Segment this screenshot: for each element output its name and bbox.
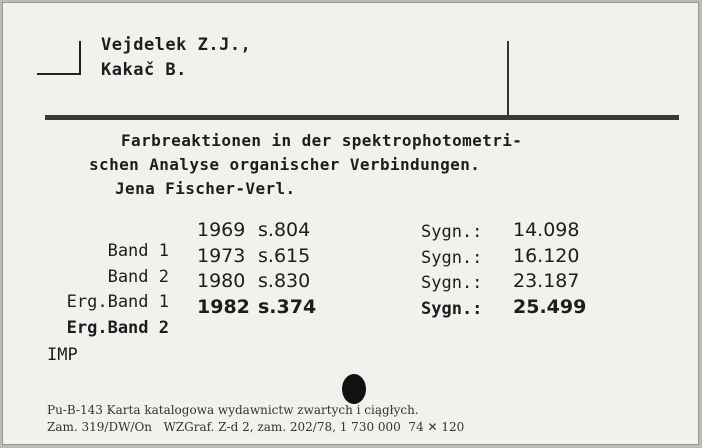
volume-pages: s.615 — [258, 245, 311, 267]
corner-mark-horizontal — [37, 73, 81, 75]
volume-year: 1969 — [197, 219, 246, 241]
volume-pages: s.830 — [258, 270, 311, 292]
volume-row-1 — [23, 221, 169, 261]
volume-label: Erg.Band 1 — [66, 292, 169, 312]
publisher-line: Jena Fischer-Verl. — [115, 179, 296, 198]
volume-label: Band 2 — [107, 267, 169, 287]
volume-row-3 — [23, 272, 169, 312]
title-line-2: schen Analyse organischer Verbindungen. — [89, 155, 481, 174]
volume-pages: s.804 — [258, 219, 311, 241]
volume-label: Band 1 — [107, 241, 169, 261]
header-divider-vertical — [507, 41, 509, 116]
punch-hole — [342, 374, 366, 404]
sygn-number: 23.187 — [513, 270, 580, 292]
sygn-number: 25.499 — [513, 296, 587, 318]
sygn-label: Sygn.: — [421, 222, 483, 242]
volume-year: 1980 — [197, 270, 246, 292]
sygn-number: 14.098 — [513, 219, 580, 241]
title-line-1: Farbreaktionen in der spektrophotometri- — [121, 131, 523, 150]
volume-label: Erg.Band 2 — [66, 318, 169, 338]
author-line-2: Kakač B. — [101, 60, 187, 80]
sygn-label: Sygn.: — [421, 248, 483, 268]
volume-year: 1973 — [197, 245, 246, 267]
note-imp: IMP — [47, 345, 78, 365]
volume-pages: s.374 — [258, 296, 317, 318]
volume-year: 1982 — [197, 296, 250, 318]
catalog-card — [2, 2, 699, 445]
header-rule — [45, 115, 679, 120]
volume-row-4 — [23, 298, 169, 338]
sygn-label: Sygn.: — [421, 273, 483, 293]
sygn-number: 16.120 — [513, 245, 580, 267]
author-line-1: Vejdelek Z.J., — [101, 35, 252, 55]
footer-line-2: Zam. 319/DW/On WZGraf. Z-d 2, zam. 202/78, 1 730 000 74 ✕ 120 — [47, 420, 465, 434]
footer-line-1: Pu-B-143 Karta katalogowa wydawnictw zwartych i ciągłych. — [47, 403, 419, 417]
sygn-label: Sygn.: — [421, 299, 483, 319]
corner-mark-vertical — [79, 41, 81, 75]
volume-row-2 — [23, 247, 169, 287]
